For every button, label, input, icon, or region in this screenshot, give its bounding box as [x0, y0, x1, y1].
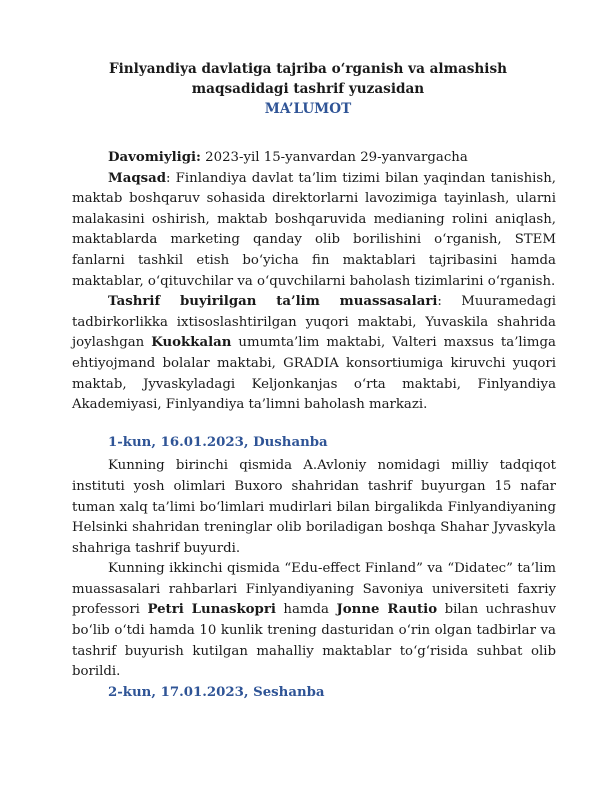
day1-p2-text-a: Kunning ikkinchi qismida “Edu-effect Finland” va “Didatec” ta’lim muassasalari rahbarlari Finlyandiyaning Savoniya universiteti faxriy professori — [72, 561, 556, 618]
duration-label: Davomiyligi: — [108, 150, 201, 165]
purpose-label: Maqsad — [108, 170, 167, 186]
institutions-label: Tashrif buyirilgan ta’lim muassasalari — [108, 294, 438, 310]
document-body — [72, 148, 556, 703]
person-name-petri: Petri Lunaskopri — [147, 602, 276, 618]
title-line-2: maqsadidagi tashrif yuzasidan — [191, 81, 425, 97]
day1-paragraph-2 — [72, 559, 556, 683]
institutions-bold-school: Kuokkalan — [151, 335, 232, 351]
day1-p2-text-c: hamda — [275, 602, 337, 618]
purpose-paragraph — [72, 169, 556, 293]
day1-heading: 1-kun, 16.01.2023, Dushanba — [108, 434, 328, 450]
institutions-text-before: : Muuramedagi tadbirkorlikka ixtisoslashtirilgan yuqori maktabi, Yuvaskila shahrida joylashgan — [72, 294, 556, 351]
document-title — [60, 59, 556, 119]
person-name-jonne: Jonne Rautio — [336, 602, 438, 618]
institutions-paragraph — [72, 292, 556, 416]
duration-text: 2023-yil 15-yanvardan 29-yanvargacha — [200, 150, 468, 165]
day1-p2-text-d: bilan uchrashuv boʻlib oʻtdi hamda 10 kunlik trening dasturidan oʻrin olgan tadbirlar va tashrif buyurish kutilgan mahalliy maktablar toʻgʻrisida suhbat olib borildi. — [72, 602, 556, 680]
document-subtitle: MA’LUMOT — [264, 101, 352, 117]
day1-paragraph-1: Kunning birinchi qismida A.Avloniy nomidagi milliy tadqiqot instituti yosh olimlari Buxoro shahridan tashrif buyurgan 15 nafar tuman xalq ta’limi boʻlimlari mudirlari bilan birgalikda Finlyandiyaning Helsinki shahridan treninglar olib boriladigan boshqa Shahar Jyvaskyla shahriga tashrif buyurdi. — [72, 458, 556, 556]
title-line-1: Finlyandiya davlatiga tajriba oʻrganish va almashish — [108, 61, 508, 77]
duration-paragraph — [72, 148, 556, 169]
institutions-text-after: umumta’lim maktabi, Valteri maxsus ta’limga ehtiyojmand bolalar maktabi, GRADIA konsortiumiga kiruvchi yuqori maktab, Jyvaskyladagi Keljonkanjas oʻrta maktabi, Finlyandiya Akademiyasi, Finlyandiya ta’limni baholash markazi. — [72, 335, 556, 413]
day2-heading: 2-kun, 17.01.2023, Seshanba — [108, 684, 325, 700]
purpose-text: : Finlandiya davlat ta’lim tizimi bilan yaqindan tanishish, maktab boshqaruv sohasida direktorlarni lavozimiga tayinlash, ularni malakasini oshirish, maktab boshqaruvida medianing rolini aniqlash, maktablarda marketing qanday olib borilishini oʻrganish, STEM fanlarni tashkil etish boʻyicha fin maktablari tajribasini hamda maktablar, oʻqituvchilar va oʻquvchilarni baholash tizimlarini oʻrganish. — [72, 170, 556, 289]
